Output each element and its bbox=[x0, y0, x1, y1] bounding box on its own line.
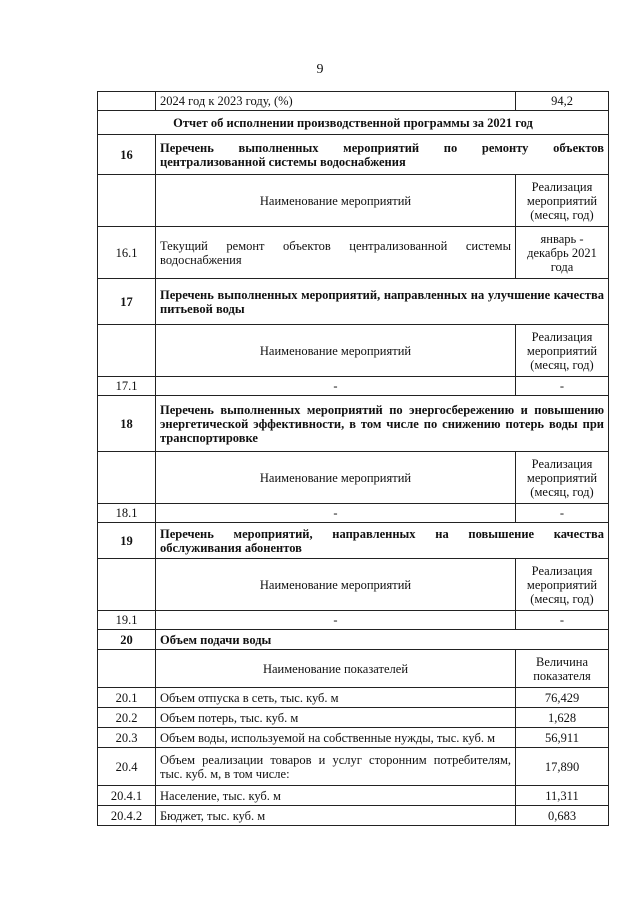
table-row bbox=[98, 688, 609, 708]
table-row bbox=[98, 92, 609, 111]
column-header-value: Реализация мероприятий (месяц, год) bbox=[516, 452, 609, 504]
row-text: Население, тыс. куб. м bbox=[156, 786, 516, 806]
section-heading: Объем подачи воды bbox=[156, 630, 609, 650]
section-heading: Перечень мероприятий, направленных на повышение качества обслуживания абонентов bbox=[156, 523, 609, 559]
row-number: 20.3 bbox=[98, 728, 156, 748]
empty-cell bbox=[98, 325, 156, 377]
column-header-name: Наименование мероприятий bbox=[156, 452, 516, 504]
empty-cell bbox=[98, 452, 156, 504]
column-header-name: Наименование мероприятий bbox=[156, 559, 516, 611]
column-header-name: Наименование показателей bbox=[156, 650, 516, 688]
row-text: Объем реализации товаров и услуг сторонним потребителям, тыс. куб. м, в том числе: bbox=[156, 748, 516, 786]
row-value: 11,311 bbox=[516, 786, 609, 806]
row-text: Объем потерь, тыс. куб. м bbox=[156, 708, 516, 728]
table-row bbox=[98, 559, 609, 611]
production-program-table bbox=[97, 91, 609, 826]
row-value: 1,628 bbox=[516, 708, 609, 728]
table-row bbox=[98, 708, 609, 728]
row-text: Бюджет, тыс. куб. м bbox=[156, 806, 516, 826]
table-row bbox=[98, 806, 609, 826]
row-value: - bbox=[516, 377, 609, 396]
table-row bbox=[98, 728, 609, 748]
row-text: 2024 год к 2023 году, (%) bbox=[156, 92, 516, 111]
table-row bbox=[98, 325, 609, 377]
row-value: 76,429 bbox=[516, 688, 609, 708]
table-row bbox=[98, 227, 609, 279]
table-row bbox=[98, 396, 609, 452]
column-header-value: Реализация мероприятий (месяц, год) bbox=[516, 175, 609, 227]
page-number: 9 bbox=[316, 62, 324, 77]
row-number: 20.4.2 bbox=[98, 806, 156, 826]
row-text: - bbox=[156, 611, 516, 630]
table-row bbox=[98, 377, 609, 396]
section-heading: Перечень выполненных мероприятий по ремонту объектов централизованной системы водоснабжения bbox=[156, 135, 609, 175]
table-row bbox=[98, 504, 609, 523]
row-text: Объем воды, используемой на собственные нужды, тыс. куб. м bbox=[156, 728, 516, 748]
row-value: 94,2 bbox=[516, 92, 609, 111]
table-row bbox=[98, 786, 609, 806]
table-row bbox=[98, 611, 609, 630]
section-number: 17 bbox=[98, 279, 156, 325]
column-header-name: Наименование мероприятий bbox=[156, 175, 516, 227]
section-title: Отчет об исполнении производственной программы за 2021 год bbox=[98, 111, 609, 135]
table-row bbox=[98, 630, 609, 650]
row-value: 17,890 bbox=[516, 748, 609, 786]
section-number: 20 bbox=[98, 630, 156, 650]
row-value: январь - декабрь 2021 года bbox=[516, 227, 609, 279]
empty-cell bbox=[98, 650, 156, 688]
table-row bbox=[98, 748, 609, 786]
table-row bbox=[98, 175, 609, 227]
row-number: 18.1 bbox=[98, 504, 156, 523]
row-number: 20.4.1 bbox=[98, 786, 156, 806]
table-row bbox=[98, 279, 609, 325]
section-heading: Перечень выполненных мероприятий по энергосбережению и повышению энергетической эффективности, в том числе по снижению потерь воды при транспортировке bbox=[156, 396, 609, 452]
section-heading: Перечень выполненных мероприятий, направленных на улучшение качества питьевой воды bbox=[156, 279, 609, 325]
column-header-value: Реализация мероприятий (месяц, год) bbox=[516, 325, 609, 377]
row-text: - bbox=[156, 504, 516, 523]
column-header-value: Величина показателя bbox=[516, 650, 609, 688]
row-text: Текущий ремонт объектов централизованной системы водоснабжения bbox=[156, 227, 516, 279]
row-text: - bbox=[156, 377, 516, 396]
row-value: - bbox=[516, 611, 609, 630]
section-number: 19 bbox=[98, 523, 156, 559]
table-row bbox=[98, 111, 609, 135]
table-row bbox=[98, 452, 609, 504]
row-number: 16.1 bbox=[98, 227, 156, 279]
row-value: 0,683 bbox=[516, 806, 609, 826]
row-number: 20.1 bbox=[98, 688, 156, 708]
row-number bbox=[98, 92, 156, 111]
row-number: 17.1 bbox=[98, 377, 156, 396]
table-row bbox=[98, 650, 609, 688]
row-text: Объем отпуска в сеть, тыс. куб. м bbox=[156, 688, 516, 708]
row-number: 20.2 bbox=[98, 708, 156, 728]
empty-cell bbox=[98, 559, 156, 611]
row-number: 20.4 bbox=[98, 748, 156, 786]
table-row bbox=[98, 135, 609, 175]
table-row bbox=[98, 523, 609, 559]
section-number: 18 bbox=[98, 396, 156, 452]
section-number: 16 bbox=[98, 135, 156, 175]
row-value: - bbox=[516, 504, 609, 523]
empty-cell bbox=[98, 175, 156, 227]
column-header-value: Реализация мероприятий (месяц, год) bbox=[516, 559, 609, 611]
column-header-name: Наименование мероприятий bbox=[156, 325, 516, 377]
row-number: 19.1 bbox=[98, 611, 156, 630]
row-value: 56,911 bbox=[516, 728, 609, 748]
